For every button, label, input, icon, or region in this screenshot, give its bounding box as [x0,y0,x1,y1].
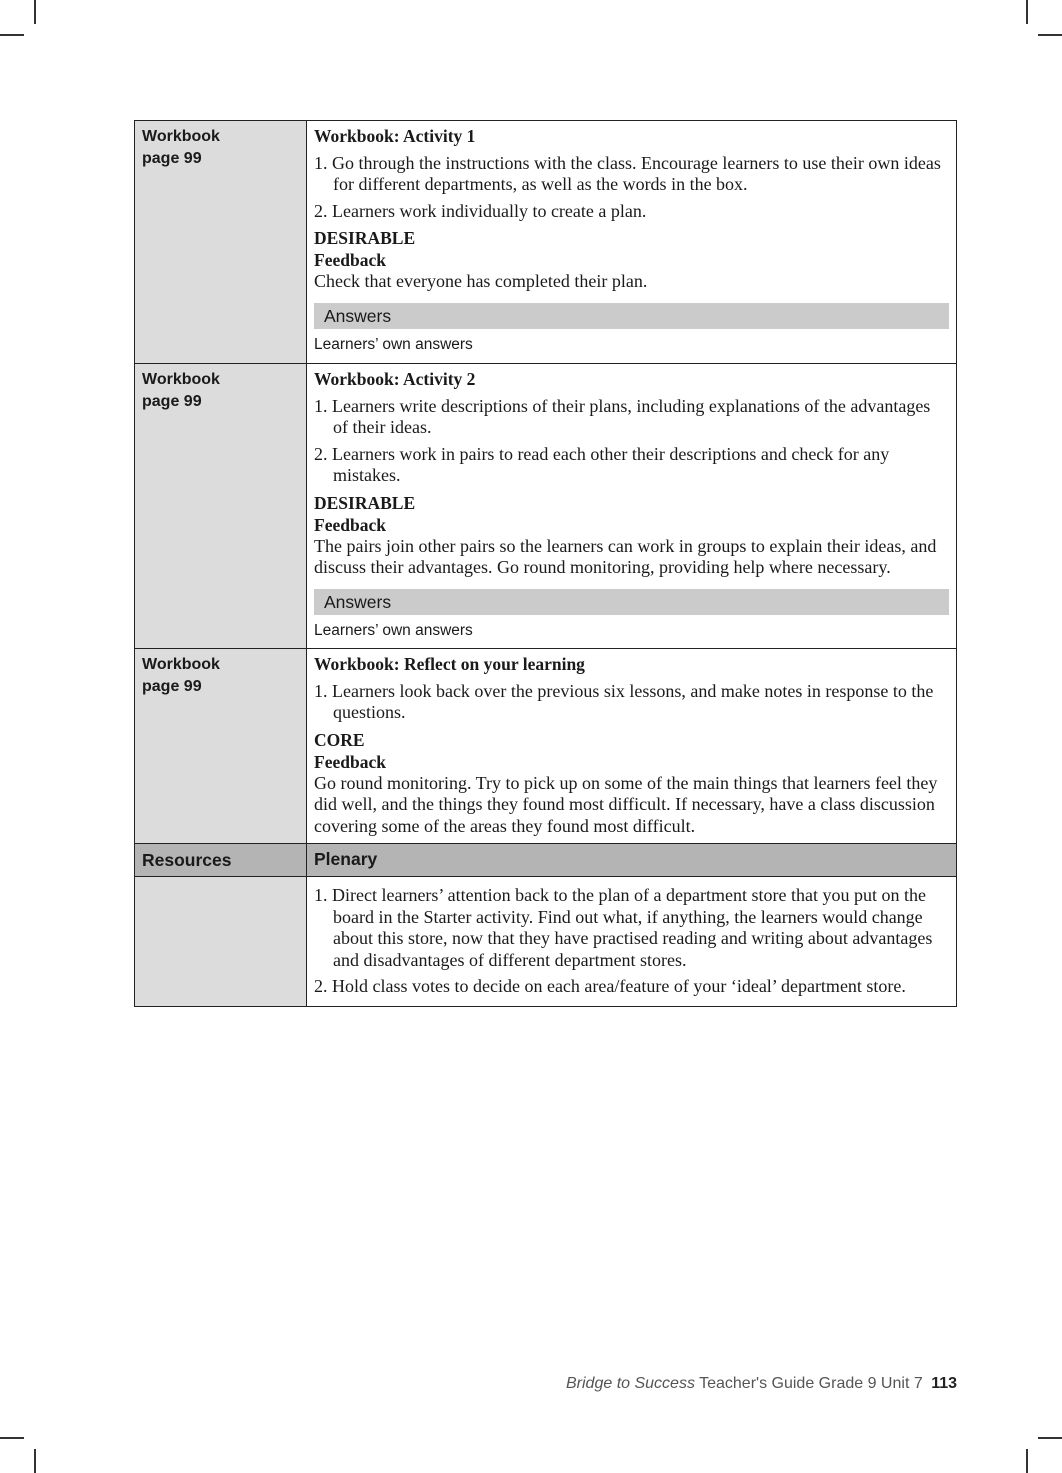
table-row [135,121,957,364]
page-footer [566,1375,957,1393]
side-label: Workbook [142,371,220,388]
side-label: Workbook [142,656,220,673]
step-item: 1. Direct learners’ attention back to the plan of a department store that you put on the board in the Starter activity. Find out what, if anything, the learners would change about this store, now that they have practised reading and writing about advantages and disadvantages of different department stores. [314,885,933,970]
crop-mark [1038,1437,1062,1439]
feedback-text: Check that everyone has completed their plan. [314,271,648,291]
feedback-label: Feedback [314,250,386,270]
level-label: DESIRABLE [314,228,416,248]
crop-mark [0,1437,24,1439]
step-item: 1. Learners write descriptions of their plans, including explanations of the advantages of their ideas. [314,395,931,437]
feedback-text: The pairs join other pairs so the learners can work in groups to explain their ideas, and discuss their advantages. Go round monitoring, providing help where necessary. [314,535,937,577]
resources-header: Resources [135,844,307,877]
activity-cell [307,121,957,364]
step-item: 2. Hold class votes to decide on each area/feature of your ‘ideal’ department store. [314,976,906,996]
plenary-header-row [135,844,957,877]
step-item: 2. Learners work individually to create a plan. [314,200,647,221]
side-page: page 99 [142,678,202,695]
crop-mark [1026,0,1028,24]
step-list [314,396,949,487]
feedback-text: Go round monitoring. Try to pick up on some of the main things that learners feel they did well, and the things they found most difficult. If necessary, have a class discussion covering some of the areas they found most difficult. [314,772,938,836]
crop-mark [0,34,24,36]
crop-mark [34,0,36,24]
table-row [135,364,957,649]
answers-text: Learners’ own answers [314,621,473,639]
crop-mark [34,1449,36,1473]
step-list [314,681,949,724]
plenary-cell [307,877,957,1007]
feedback-label: Feedback [314,751,386,772]
workbook-reference [135,649,307,844]
resources-cell [135,877,307,1007]
answers-header: Answers [314,303,949,329]
feedback-label: Feedback [314,514,386,535]
side-page: page 99 [142,150,202,167]
workbook-reference [135,121,307,364]
step-list [314,885,949,998]
answers-text: Learners’ own answers [314,335,473,353]
level-label: DESIRABLE [314,492,416,513]
activity-cell [307,364,957,649]
step-item: 1. Learners look back over the previous six lessons, and make notes in response to the questions. [314,680,934,722]
side-page: page 99 [142,393,202,410]
step-item: 2. Learners work in pairs to read each other their descriptions and check for any mistakes. [314,443,890,485]
lesson-table [134,120,957,1007]
step-list [314,153,949,223]
activity-title: Workbook: Reflect on your learning [314,654,585,674]
activity-title: Workbook: Activity 1 [314,126,476,146]
activity-cell [307,649,957,844]
workbook-reference [135,364,307,649]
activity-title: Workbook: Activity 2 [314,369,476,389]
side-label: Workbook [142,128,220,145]
page-number: 113 [931,1375,957,1392]
plenary-header: Plenary [307,844,957,877]
level-label: CORE [314,729,365,750]
plenary-row [135,877,957,1007]
crop-mark [1038,34,1062,36]
table-row [135,649,957,844]
guide-title: Teacher's Guide Grade 9 Unit 7 [699,1375,923,1392]
crop-mark [1026,1449,1028,1473]
step-item: 1. Go through the instructions with the class. Encourage learners to use their own ideas for different departments, as well as the words in the box. [314,152,941,194]
book-title: Bridge to Success [566,1375,695,1392]
answers-header: Answers [314,589,949,615]
